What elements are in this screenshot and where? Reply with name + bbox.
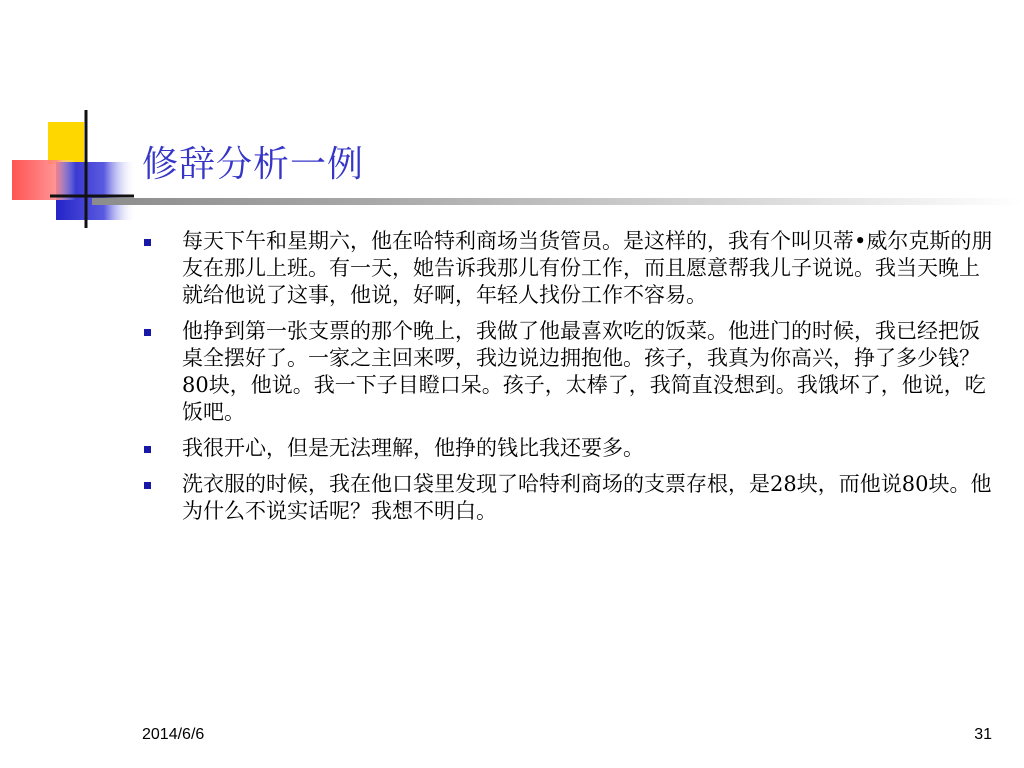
square-bullet-icon [144,482,151,489]
bullet-item [144,471,994,525]
bullet-text: 每天下午和星期六，他在哈特利商场当货管员。是这样的，我有个叫贝蒂•威尔克斯的朋友在那儿上班。有一天，她告诉我那儿有份工作，而且愿意帮我儿子说说。我当天晚上就给他说了这事，他说，好啊，年轻人找份工作不容易。 [182,229,993,307]
bullet-text: 洗衣服的时候，我在他口袋里发现了哈特利商场的支票存根，是28块，而他说80块。他为什么不说实话呢？我想不明白。 [182,472,992,523]
square-bullet-icon [144,329,151,336]
square-bullet-icon [144,239,151,246]
bullet-item [144,435,994,462]
bullet-list [144,228,994,534]
bullet-item [144,228,994,309]
slide-title: 修辞分析一例 [142,144,365,185]
page-number: 31 [974,726,992,743]
bullet-text: 他挣到第一张支票的那个晚上，我做了他最喜欢吃的饭菜。他进门的时候，我已经把饭桌全摆好了。一家之主回来啰，我边说边拥抱他。孩子，我真为你高兴，挣了多少钱？80块，他说。我一下子目瞪口呆。孩子，太棒了，我简直没想到。我饿坏了，他说，吃饭吧。 [182,319,986,424]
square-bullet-icon [144,446,151,453]
footer-date: 2014/6/6 [142,726,205,743]
title-divider [92,198,1024,205]
bullet-item [144,318,994,426]
bullet-text: 我很开心，但是无法理解，他挣的钱比我还要多。 [182,436,644,460]
